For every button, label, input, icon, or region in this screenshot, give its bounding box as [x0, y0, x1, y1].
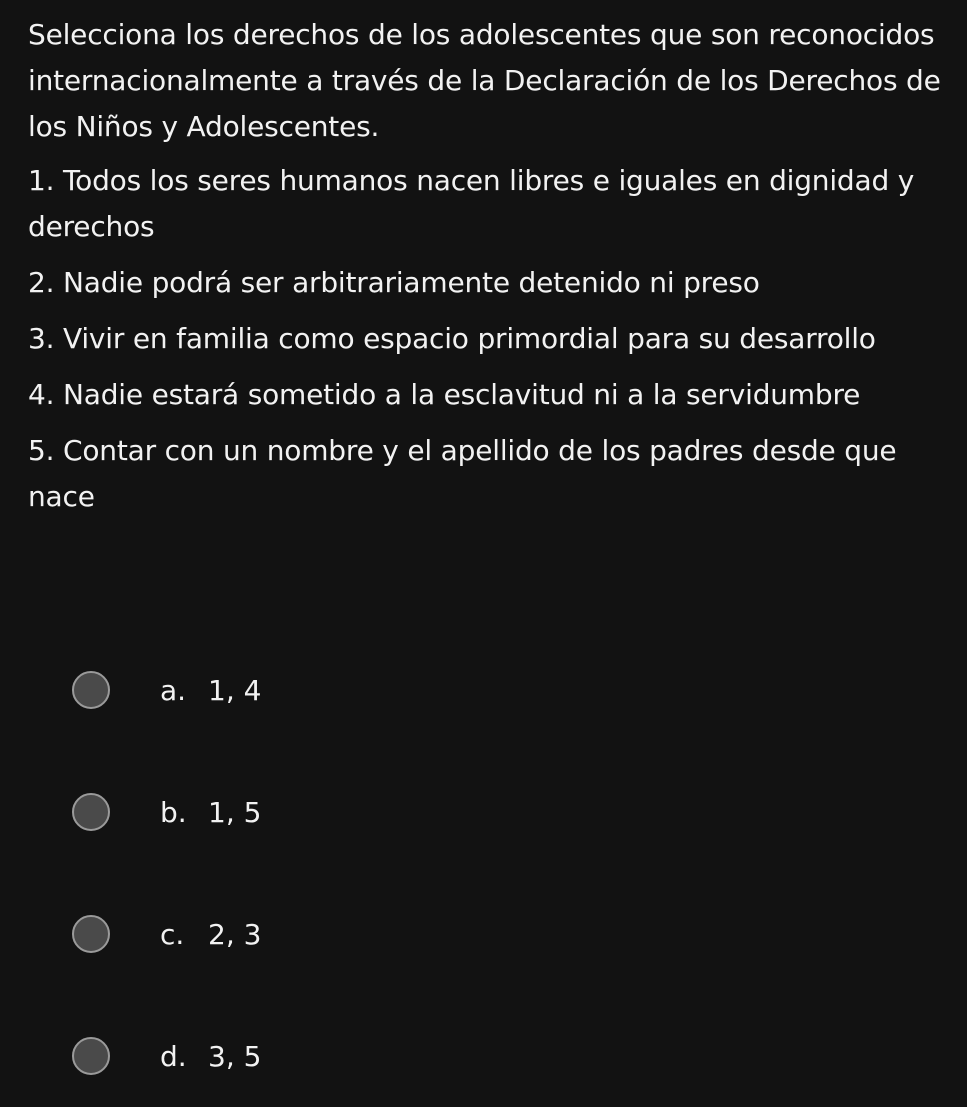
option-c[interactable]	[72, 912, 261, 956]
option-b-letter: b.	[160, 795, 187, 829]
option-a-letter: a.	[160, 673, 187, 707]
option-c-letter: c.	[160, 917, 185, 951]
option-a-text: 1, 4	[208, 673, 262, 707]
question-block	[28, 12, 958, 530]
option-b-text: 1, 5	[208, 795, 262, 829]
statement-1: 1. Todos los seres humanos nacen libres e iguales en dignidad y derechos	[28, 164, 915, 243]
question-prompt: Selecciona los derechos de los adolescentes que son reconocidos internacionalmente a través de la Declaración de los Derechos de los Niños y Adolescentes.	[28, 18, 941, 143]
radio-button-b[interactable]	[72, 793, 110, 831]
statement-5: 5. Contar con un nombre y el apellido de los padres desde que nace	[28, 434, 897, 513]
option-a[interactable]	[72, 668, 261, 712]
option-c-text: 2, 3	[208, 917, 262, 951]
radio-button-c[interactable]	[72, 915, 110, 953]
option-d[interactable]	[72, 1034, 261, 1078]
statement-4: 4. Nadie estará sometido a la esclavitud ni a la servidumbre	[28, 378, 861, 411]
statement-3: 3. Vivir en familia como espacio primordial para su desarrollo	[28, 322, 876, 355]
radio-button-a[interactable]	[72, 671, 110, 709]
radio-button-d[interactable]	[72, 1037, 110, 1075]
statement-2: 2. Nadie podrá ser arbitrariamente detenido ni preso	[28, 266, 760, 299]
option-d-text: 3, 5	[208, 1039, 262, 1073]
option-d-letter: d.	[160, 1039, 187, 1073]
option-b[interactable]	[72, 790, 261, 834]
